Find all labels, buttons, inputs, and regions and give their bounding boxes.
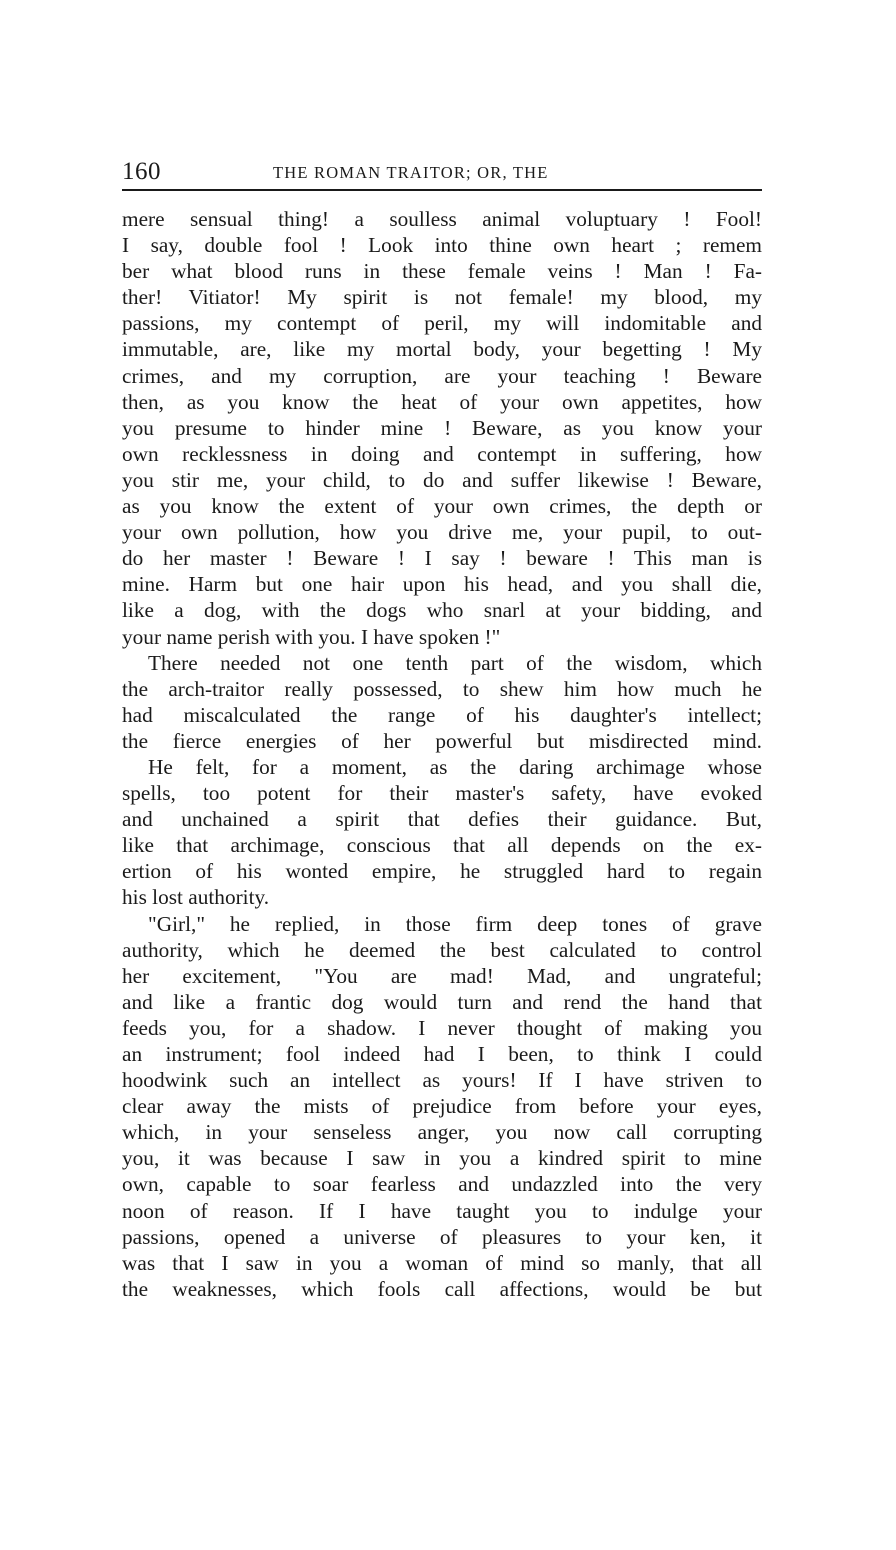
text-line: passions, opened a universe of pleasures to your ken, it bbox=[122, 1224, 762, 1249]
text-line: do her master ! Beware ! I say ! beware ! This man is bbox=[122, 546, 762, 571]
text-line: her excitement, "You are mad! Mad, and ungrateful; bbox=[122, 963, 762, 988]
body-text bbox=[122, 206, 762, 1302]
text-line: which, in your senseless anger, you now call corrupting bbox=[122, 1120, 762, 1145]
text-line: the fierce energies of her powerful but misdirected mind. bbox=[122, 728, 762, 753]
text-line: I say, double fool ! Look into thine own heart ; remem bbox=[122, 233, 762, 258]
text-line: then, as you know the heat of your own appetites, how bbox=[122, 389, 762, 414]
text-line: the weaknesses, which fools call affections, would be but bbox=[122, 1276, 762, 1301]
text-line: mine. Harm but one hair upon his head, and you shall die, bbox=[122, 572, 762, 597]
page-number: 160 bbox=[122, 158, 161, 185]
header-rule bbox=[122, 189, 762, 191]
text-line: his lost authority. bbox=[122, 885, 270, 910]
page-header bbox=[122, 156, 762, 188]
text-line: passions, my contempt of peril, my will indomitable and bbox=[122, 311, 762, 336]
text-line: an instrument; fool indeed had I been, to think I could bbox=[122, 1042, 762, 1066]
text-line: the arch-traitor really possessed, to shew him how much he bbox=[122, 676, 762, 701]
text-line: clear away the mists of prejudice from before your eyes, bbox=[122, 1094, 762, 1119]
text-line: ber what blood runs in these female veins ! Man ! Fa- bbox=[122, 259, 762, 284]
paragraph-start: He felt, for a moment, as the daring archimage whose bbox=[148, 754, 762, 779]
text-line: your name perish with you. I have spoken !" bbox=[122, 624, 501, 649]
text-line: spells, too potent for their master's safety, have evoked bbox=[122, 781, 762, 806]
text-line: and unchained a spirit that defies their guidance. But, bbox=[122, 807, 762, 832]
text-line: you stir me, your child, to do and suffer likewise ! Beware, bbox=[122, 467, 762, 492]
running-head: THE ROMAN TRAITOR; OR, THE bbox=[273, 163, 549, 182]
text-line: like a dog, with the dogs who snarl at your bidding, and bbox=[122, 598, 762, 623]
text-line: had miscalculated the range of his daughter's intellect; bbox=[122, 702, 762, 727]
paragraph-start: "Girl," he replied, in those firm deep tones of grave bbox=[148, 911, 762, 936]
text-line: ther! Vitiator! My spirit is not female! my blood, my bbox=[122, 285, 762, 310]
text-line: like that archimage, conscious that all depends on the ex- bbox=[122, 833, 762, 858]
text-line: was that I saw in you a woman of mind so manly, that all bbox=[122, 1250, 762, 1275]
text-line: mere sensual thing! a soulless animal voluptuary ! Fool! bbox=[122, 207, 762, 231]
text-line: noon of reason. If I have taught you to indulge your bbox=[122, 1198, 762, 1223]
text-line: own recklessness in doing and contempt in suffering, how bbox=[122, 441, 762, 466]
text-line: you presume to hinder mine ! Beware, as you know your bbox=[122, 415, 762, 440]
text-line: ertion of his wonted empire, he struggled hard to regain bbox=[122, 859, 762, 884]
text-line: feeds you, for a shadow. I never thought of making you bbox=[122, 1015, 762, 1040]
text-line: authority, which he deemed the best calculated to control bbox=[122, 937, 762, 962]
text-line: you, it was because I saw in you a kindred spirit to mine bbox=[122, 1146, 762, 1171]
text-line: as you know the extent of your own crimes, the depth or bbox=[122, 494, 762, 519]
text-line: own, capable to soar fearless and undazzled into the very bbox=[122, 1172, 762, 1197]
text-line: your own pollution, how you drive me, your pupil, to out- bbox=[122, 520, 762, 545]
text-line: crimes, and my corruption, are your teaching ! Beware bbox=[122, 363, 762, 388]
text-line: immutable, are, like my mortal body, your begetting ! My bbox=[122, 337, 762, 362]
paragraph-start: There needed not one tenth part of the wisdom, which bbox=[148, 650, 762, 675]
text-line: and like a frantic dog would turn and rend the hand that bbox=[122, 989, 762, 1014]
text-line: hoodwink such an intellect as yours! If I have striven to bbox=[122, 1068, 762, 1093]
